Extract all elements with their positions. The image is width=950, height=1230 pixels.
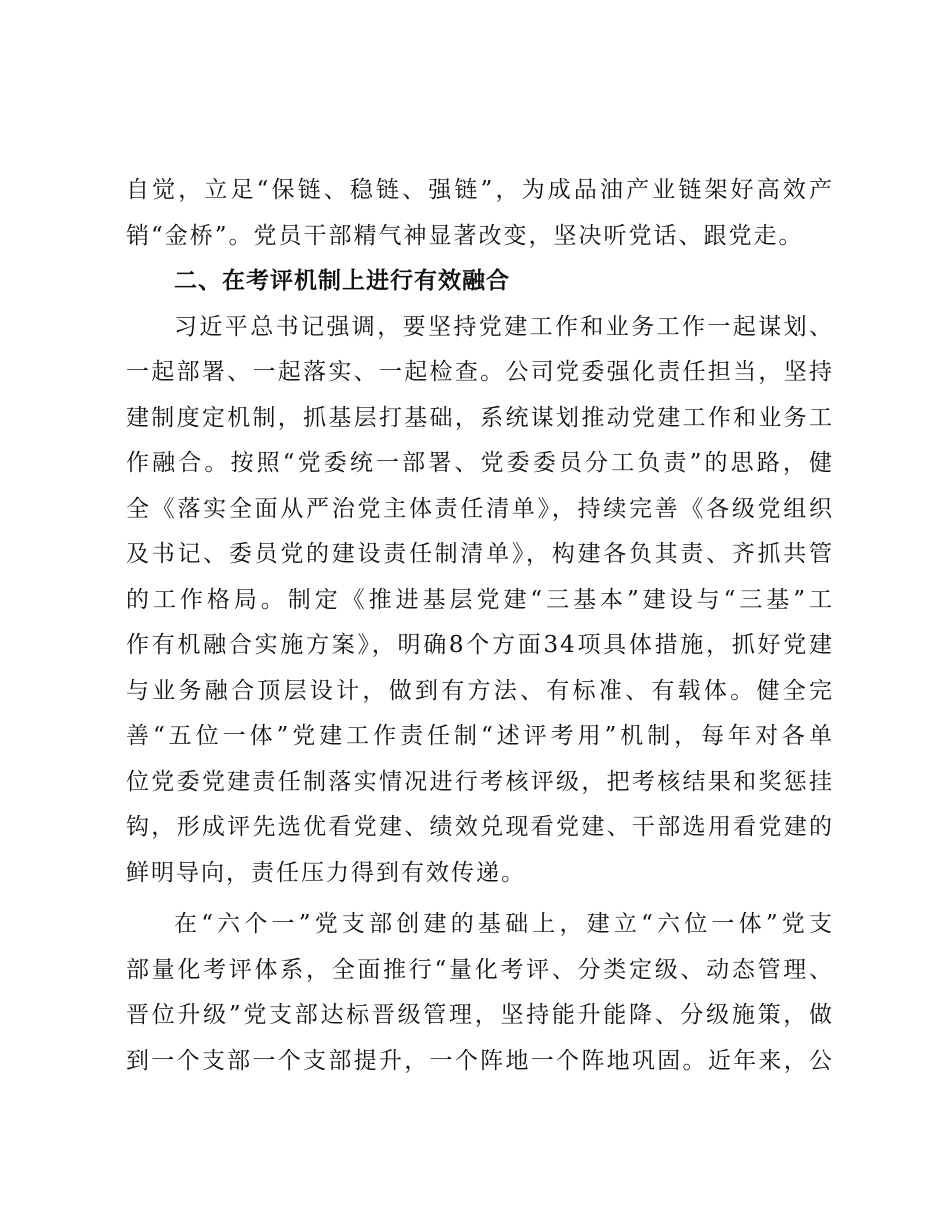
text-line: 习近平总书记强调，要坚持党建工作和业务工作一起谋划、	[174, 313, 834, 340]
text-line: 与业务融合顶层设计，做到有方法、有标准、有载体。健全完	[126, 677, 834, 704]
text-line: 及书记、委员党的建设责任制清单》，构建各负其责、齐抓共管	[126, 541, 834, 567]
text-line: 自觉，立足“保链、稳链、强链”，为成品油产业链架好高效产	[126, 177, 834, 203]
text-line: 部量化考评体系，全面推行“量化考评、分类定级、动态管理、	[126, 956, 834, 983]
text-line: 鲜明导向，责任压力得到有效传递。	[126, 859, 526, 886]
paragraph-3	[126, 902, 834, 1084]
text-line: 作有机融合实施方案》，明确8个方面34项具体措施，抓好党建	[126, 632, 834, 658]
text-line: 位党委党建责任制落实情况进行考核评级，把考核结果和奖惩挂	[126, 768, 834, 795]
text-line: 作融合。按照“党委统一部署、党委委员分工负责”的思路，健	[126, 450, 834, 476]
paragraph-2	[126, 305, 834, 897]
section-heading: 二、在考评机制上进行有效融合	[174, 268, 510, 294]
document-body	[126, 168, 834, 1084]
paragraph-1	[126, 168, 834, 259]
text-line: 善“五位一体”党建工作责任制“述评考用”机制，每年对各单	[126, 723, 834, 749]
text-line: 晋位升级”党支部达标晋级管理，坚持能升能降、分级施策，做	[126, 1002, 834, 1028]
text-line: 建制度定机制，抓基层打基础，系统谋划推动党建工作和业务工	[126, 404, 834, 431]
text-line: 一起部署、一起落实、一起检查。公司党委强化责任担当，坚持	[126, 359, 834, 385]
text-line: 销“金桥”。党员干部精气神显著改变，坚决听党话、跟党走。	[126, 222, 804, 249]
text-line: 的工作格局。制定《推进基层党建“三基本”建设与“三基”工	[126, 586, 834, 613]
text-line: 全《落实全面从严治党主体责任清单》，持续完善《各级党组织	[126, 495, 834, 522]
text-line: 到一个支部一个支部提升，一个阵地一个阵地巩固。近年来，公	[126, 1047, 834, 1074]
text-line: 钩，形成评先选优看党建、绩效兑现看党建、干部选用看党建的	[126, 814, 834, 840]
text-line: 在“六个一”党支部创建的基础上，建立“六位一体”党支	[174, 911, 834, 937]
